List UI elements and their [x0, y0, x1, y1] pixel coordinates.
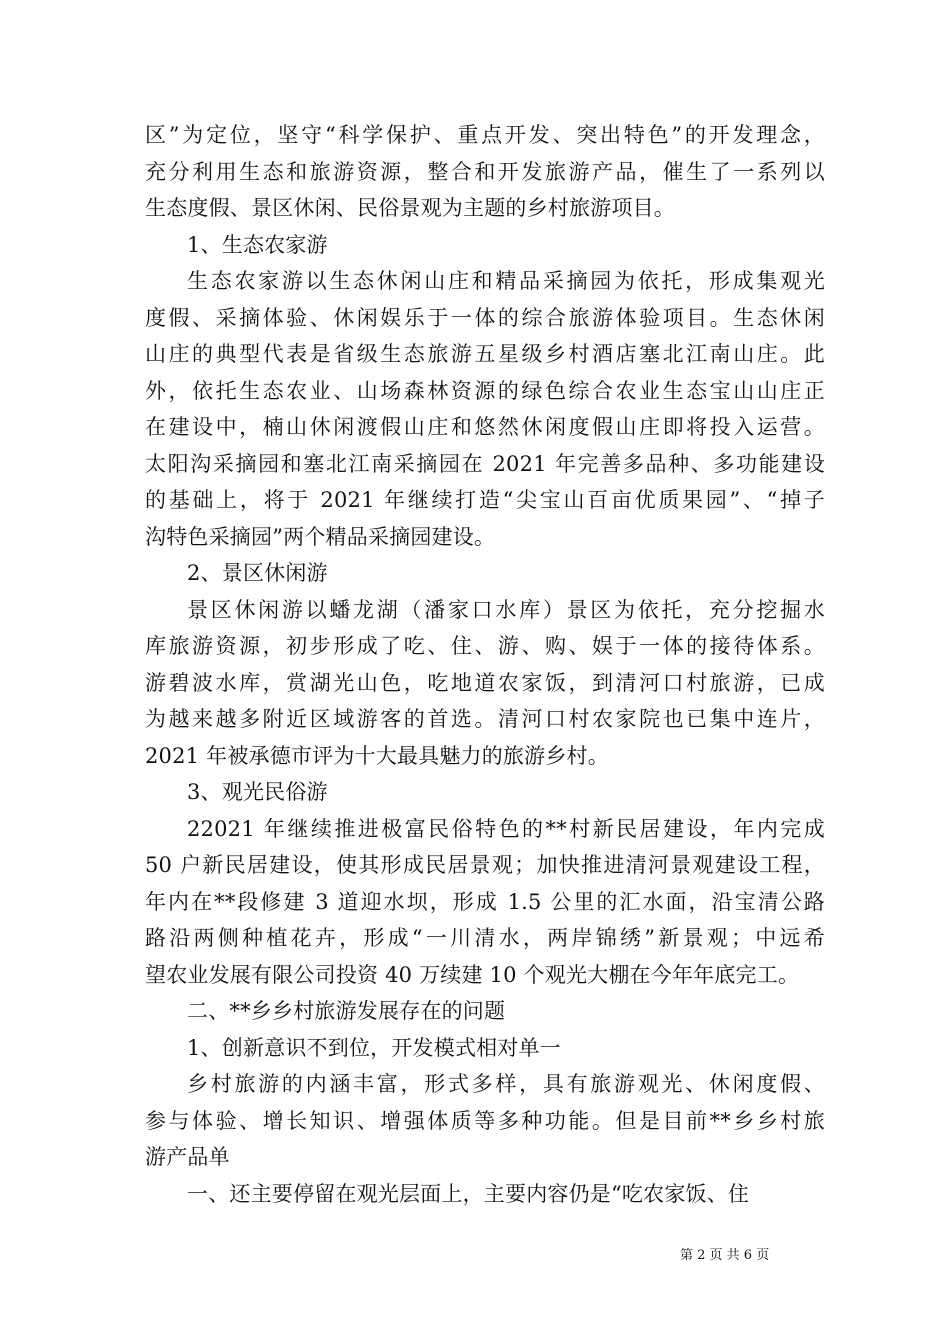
paragraph-line: 为越来越多附近区域游客的首选。清河口村农家院也已集中连片， — [145, 707, 825, 731]
paragraph-line: 游碧波水库，赏湖光山色，吃地道农家饭，到清河口村旅游，已成 — [145, 670, 825, 695]
paragraph-line: 景区休闲游以蟠龙湖（潘家口水库）景区为依托，充分挖掘水 — [187, 597, 825, 622]
page-number-footer: 第 2 页 共 6 页 — [680, 1248, 770, 1263]
paragraph-line: 沟特色采摘园”两个精品采摘园建设。 — [145, 524, 496, 549]
paragraph-line: 的基础上，将于 2021 年继续打造“尖宝山百亩优质果园”、“掉子 — [145, 488, 825, 512]
section-heading: 3、观光民俗游 — [187, 780, 328, 804]
paragraph-line: 外，依托生态农业、山场森林资源的绿色综合农业生态宝山山庄正 — [145, 378, 825, 403]
paragraph-line: 山庄的典型代表是省级生态旅游五星级乡村酒店塞北江南山庄。此 — [145, 342, 825, 366]
paragraph-line: 游产品单 — [145, 1145, 230, 1169]
paragraph-line: 度假、采摘体验、休闲娱乐于一体的综合旅游体验项目。生态休闲 — [145, 305, 825, 330]
paragraph-line: 太阳沟采摘园和塞北江南采摘园在 2021 年完善多品种、多功能建设 — [145, 451, 825, 476]
paragraph-line: 库旅游资源，初步形成了吃、住、游、购、娱于一体的接待体系。 — [145, 634, 825, 658]
paragraph-line: 生态度假、景区休闲、民俗景观为主题的乡村旅游项目。 — [145, 196, 675, 220]
paragraph-line: 充分利用生态和旅游资源，整合和开发旅游产品，催生了一系列以 — [145, 159, 825, 184]
paragraph-line: 路沿两侧种植花卉，形成“一川清水，两岸锦绣”新景观；中远希 — [145, 926, 825, 950]
section-heading: 2、景区休闲游 — [187, 561, 328, 585]
paragraph-line: 乡村旅游的内涵丰富，形式多样，具有旅游观光、休闲度假、 — [187, 1072, 825, 1096]
paragraph-line: 2021 年被承德市评为十大最具魅力的旅游乡村。 — [145, 743, 609, 768]
paragraph-line: 在建设中，楠山休闲渡假山庄和悠然休闲度假山庄即将投入运营。 — [145, 415, 825, 439]
section-heading: 二、**乡乡村旅游发展存在的问题 — [187, 999, 506, 1023]
paragraph-line: 一、还主要停留在观光层面上，主要内容仍是“吃农家饭、住 — [187, 1181, 750, 1206]
section-heading: 1、创新意识不到位，开发模式相对单一 — [187, 1035, 561, 1060]
paragraph-line: 望农业发展有限公司投资 40 万续建 10 个观光大棚在今年年底完工。 — [145, 962, 800, 987]
document-body — [145, 117, 825, 1212]
paragraph-line: 22021 年继续推进极富民俗特色的**村新民居建设，年内完成 — [187, 816, 825, 841]
paragraph-line: 50 户新民居建设，使其形成民居景观；加快推进清河景观建设工程， — [145, 853, 825, 877]
paragraph-line: 年内在**段修建 3 道迎水坝，形成 1.5 公里的汇水面，沿宝清公路 — [145, 889, 825, 914]
paragraph-line: 区”为定位，坚守“科学保护、重点开发、突出特色”的开发理念， — [145, 123, 825, 147]
paragraph-line: 生态农家游以生态休闲山庄和精品采摘园为依托，形成集观光 — [187, 269, 825, 293]
paragraph-line: 参与体验、增长知识、增强体质等多种功能。但是目前**乡乡村旅 — [145, 1108, 825, 1133]
section-heading: 1、生态农家游 — [187, 232, 328, 257]
